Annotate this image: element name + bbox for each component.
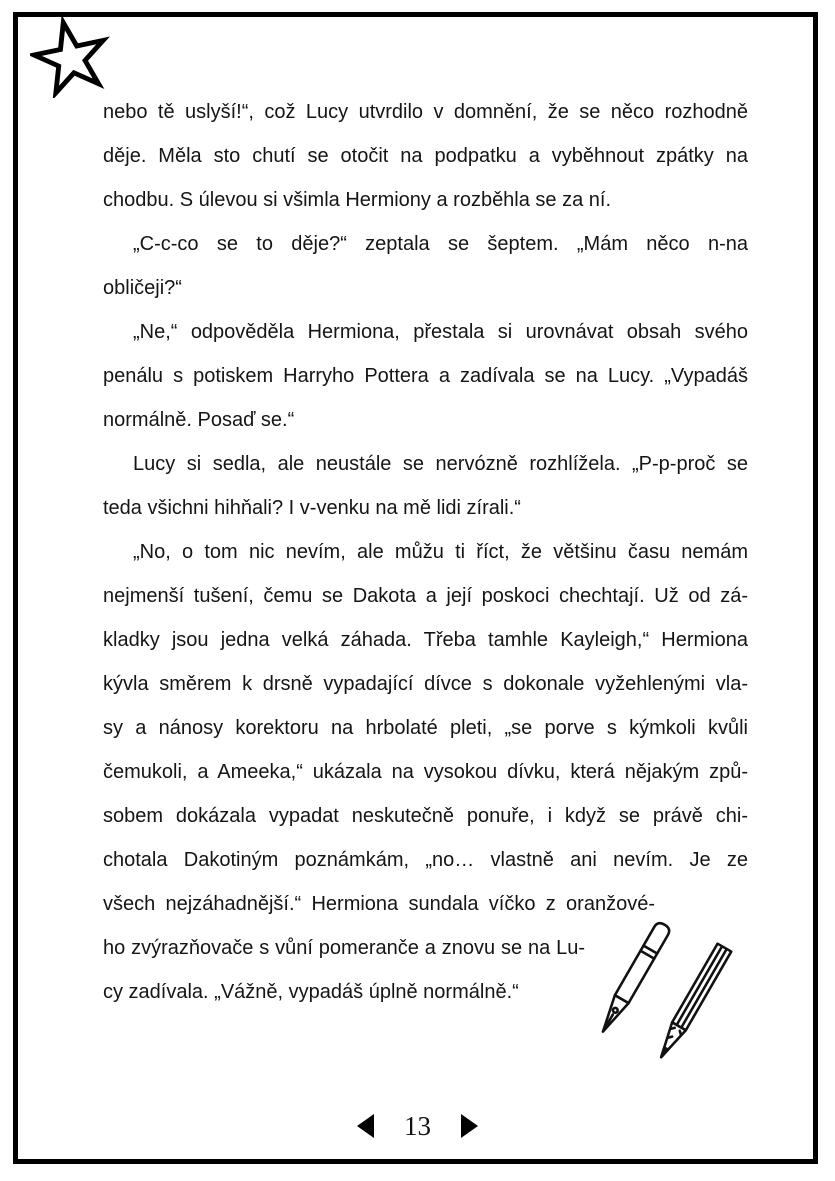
text-line: „No, o tom nic nevím, ale můžu ti říct, že většinu času nemám [133, 541, 748, 563]
text-line: všech nejzáhadnější.“ Hermiona sundala víčko z oranžové- [103, 893, 655, 915]
text-line: ho zvýrazňovače s vůní pomeranče a znovu se na Lu- [103, 937, 585, 959]
text-line: kývla směrem k drsně vypadající dívce s dokonale vyžehlenými vla- [103, 673, 748, 695]
next-page-icon[interactable] [461, 1114, 478, 1138]
text-line: kladky jsou jedna velká záhada. Třeba tamhle Kayleigh,“ Hermiona [103, 629, 748, 651]
text-line: „C-c-co se to děje?“ zeptala se šeptem. „Mám něco n-na [133, 233, 748, 255]
text-line: obličeji?“ [103, 277, 182, 299]
text-line: sobem dokázala vypadat neskutečně ponuře, i když se právě chi- [103, 805, 748, 827]
pen-and-pencil-doodle-icon [598, 918, 756, 1076]
prev-page-icon[interactable] [357, 1114, 374, 1138]
text-line: chodbu. S úlevou si všimla Hermiony a rozběhla se za ní. [103, 189, 612, 211]
text-line: nejmenší tušení, čemu se Dakota a její poskoci chechtají. Už od zá- [103, 585, 748, 607]
page-number: 13 [404, 1110, 431, 1141]
star-doodle-icon [30, 16, 112, 98]
text-line: děje. Měla sto chutí se otočit na podpatku a vyběhnout zpátky na [103, 145, 748, 167]
text-line: „Ne,“ odpověděla Hermiona, přestala si urovnávat obsah svého [133, 321, 748, 343]
text-line: čemukoli, a Ameeka,“ ukázala na vysokou dívku, která nějakým způ- [103, 761, 748, 783]
text-line: nebo tě uslyší!“, což Lucy utvrdilo v domnění, že se něco rozhodně [103, 101, 748, 123]
page-text [103, 90, 748, 1014]
text-line: normálně. Posaď se.“ [103, 409, 295, 431]
page-footer [0, 1106, 835, 1146]
text-line: Lucy si sedla, ale neustále se nervózně rozhlížela. „P-p-proč se [133, 453, 748, 475]
text-line: penálu s potiskem Harryho Pottera a zadívala se na Lucy. „Vypadáš [103, 365, 748, 387]
text-line: chotala Dakotiným poznámkám, „no… vlastně ani nevím. Je ze [103, 849, 748, 871]
text-line: cy zadívala. „Vážně, vypadáš úplně normálně.“ [103, 981, 519, 1003]
text-line: teda všichni hihňali? I v-venku na mě lidi zírali.“ [103, 497, 521, 519]
text-line: sy a nánosy korektoru na hrbolaté pleti, „se porve s kýmkoli kvůli [103, 717, 748, 739]
